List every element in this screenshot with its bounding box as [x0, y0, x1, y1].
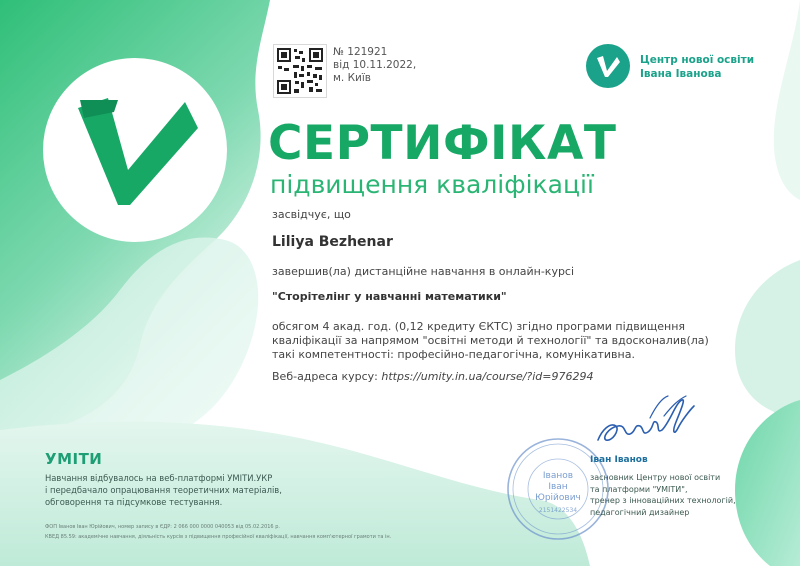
course-url-line	[272, 370, 594, 384]
recipient-name: Liliya Bezhenar	[272, 234, 393, 250]
signer-name: Іван Іванов	[590, 455, 648, 465]
stamp-line3: Юрійович	[535, 493, 581, 503]
organization-logo-icon	[586, 44, 630, 88]
legal-info: ФОП Іванов Іван Юрійович, номер запису в ЄДР: 2 066 000 0000 040053 від 05.02.2016 р. КВЕД 85.59: академічне навчання, діяльність курсів з підвищення професійної кваліфікації, навчання комп'ютерної грамоти та ін.	[45, 524, 392, 540]
certifies-text: засвідчує, що	[272, 208, 351, 221]
certificate-city: м. Київ	[333, 72, 371, 84]
umity-brand: УМІТИ	[45, 450, 103, 468]
completed-text: завершив(ла) дистанційне навчання в онлайн-курсі	[272, 265, 575, 278]
certificate-meta	[333, 46, 416, 85]
course-url[interactable]: https://umity.in.ua/course/?id=976294	[381, 370, 594, 383]
course-volume: обсягом 4 акад. год. (0,12 кредиту ЄКТС) згідно програми підвищення кваліфікації за напрямом "освітні методи й технології" та вдосконалив(ла) такі компетентності: професійно-педагогічна, комунікативна.	[272, 320, 709, 361]
qr-code-icon	[273, 44, 327, 98]
platform-info: Навчання відбувалось на веб-платформі УМІТИ.УКР і передбачало опрацювання теоретичних матеріалів, обговорення та підсумкове тестування.	[45, 473, 282, 507]
certificate-subtitle: підвищення кваліфікації	[270, 170, 594, 199]
organization-name: Центр нової освіти Івана Іванова	[640, 54, 755, 80]
signer-role: засновник Центру нової освіти та платформи "УМІТИ", тренер з інноваційних технологій, педагогічний дизайнер	[590, 473, 736, 517]
stamp-line1: Іванов	[542, 471, 574, 481]
course-title: "Сторітелінг у навчанні математики"	[272, 290, 507, 303]
certificate-title: СЕРТИФІКАТ	[268, 116, 617, 171]
course-url-label: Веб-адреса курсу:	[272, 370, 378, 383]
stamp-line2: Іван	[548, 482, 568, 492]
certificate-date: від 10.11.2022,	[333, 59, 417, 71]
signature-icon	[590, 392, 700, 452]
certificate-number: № 121921	[333, 46, 388, 58]
stamp-code: 2151422534	[538, 507, 578, 514]
